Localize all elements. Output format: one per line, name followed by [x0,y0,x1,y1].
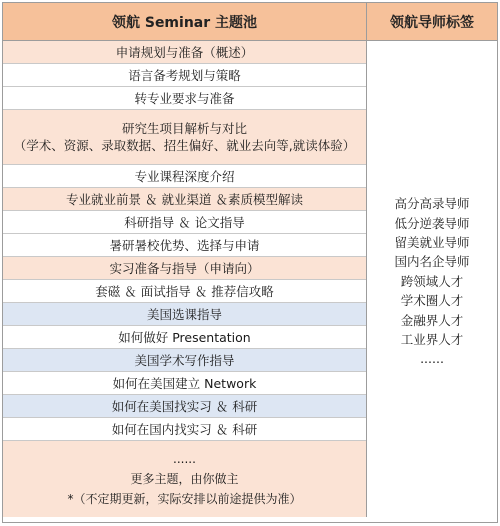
topic-row [3,87,366,110]
mentor-tag: 低分逆袭导师 [394,215,470,231]
topic-label: 套磁 ＆ 面试指导 ＆ 推荐信攻略 [95,283,274,299]
topic-row [3,110,366,165]
topic-row [3,372,366,395]
mentor-tag: 金融界人才 [400,312,464,328]
footer-line2: *（不定期更新，实际安排以前途提供为准） [67,492,302,506]
mentor-tag: 国内名企导师 [394,254,470,270]
topic-label: 美国学术写作指导 [134,352,235,368]
topic-label: 美国选课指导 [146,306,222,322]
topic-row [3,64,366,87]
topic-pool-header: 领航 Seminar 主题池 [3,3,367,41]
topic-row [3,395,366,418]
footer-dots: ...... [173,452,196,466]
topic-label: 研究生项目解析与对比 [121,121,247,136]
topic-label: 专业就业前景 ＆ 就业渠道 ＆素质模型解读 [66,191,303,207]
topic-label: 如何在美国建立 Network [112,375,257,391]
topic-row [3,41,366,64]
topic-sublabel: （学术、资源、录取数据、招生偏好、就业去向等,就读体验） [13,138,356,153]
topic-label: 如何做好 Presentation [118,329,251,345]
topic-label: 科研指导 ＆ 论文指导 [124,214,245,230]
mentor-tag: 跨领域人才 [400,273,464,289]
topics-footer [3,441,366,517]
topic-row [3,326,366,349]
topic-row [3,211,366,234]
mentor-tags-header: 领航导师标签 [367,3,497,41]
topic-label: 暑研暑校优势、选择与申请 [109,237,260,253]
topic-label: 如何在美国找实习 ＆ 科研 [111,398,258,414]
topic-list [3,41,367,517]
topic-label: 申请规划与准备（概述） [115,44,254,60]
mentor-tag: 学术圈人才 [400,293,464,309]
topic-row [3,349,366,372]
topic-row [3,165,366,188]
topic-row [3,303,366,326]
mentor-tag: 留美就业导师 [394,234,470,250]
topic-row [3,418,366,441]
topic-row [3,257,366,280]
topic-label: 专业课程深度介绍 [134,168,235,184]
topic-row [3,188,366,211]
mentor-tag: 高分高录导师 [394,196,470,212]
topic-row [3,234,366,257]
topic-label: 转专业要求与准备 [134,90,235,106]
topic-label: 如何在国内找实习 ＆ 科研 [111,421,258,437]
topic-label: 实习准备与指导（申请向） [109,260,260,276]
mentor-tag: ...... [420,351,444,367]
topic-label: 语言备考规划与策略 [128,67,241,83]
topic-row [3,280,366,303]
mentor-tag-list [367,41,497,522]
table-grid [2,2,498,523]
footer-line1: 更多主题，由你做主 [130,472,239,486]
mentor-tag: 工业界人才 [400,332,464,348]
